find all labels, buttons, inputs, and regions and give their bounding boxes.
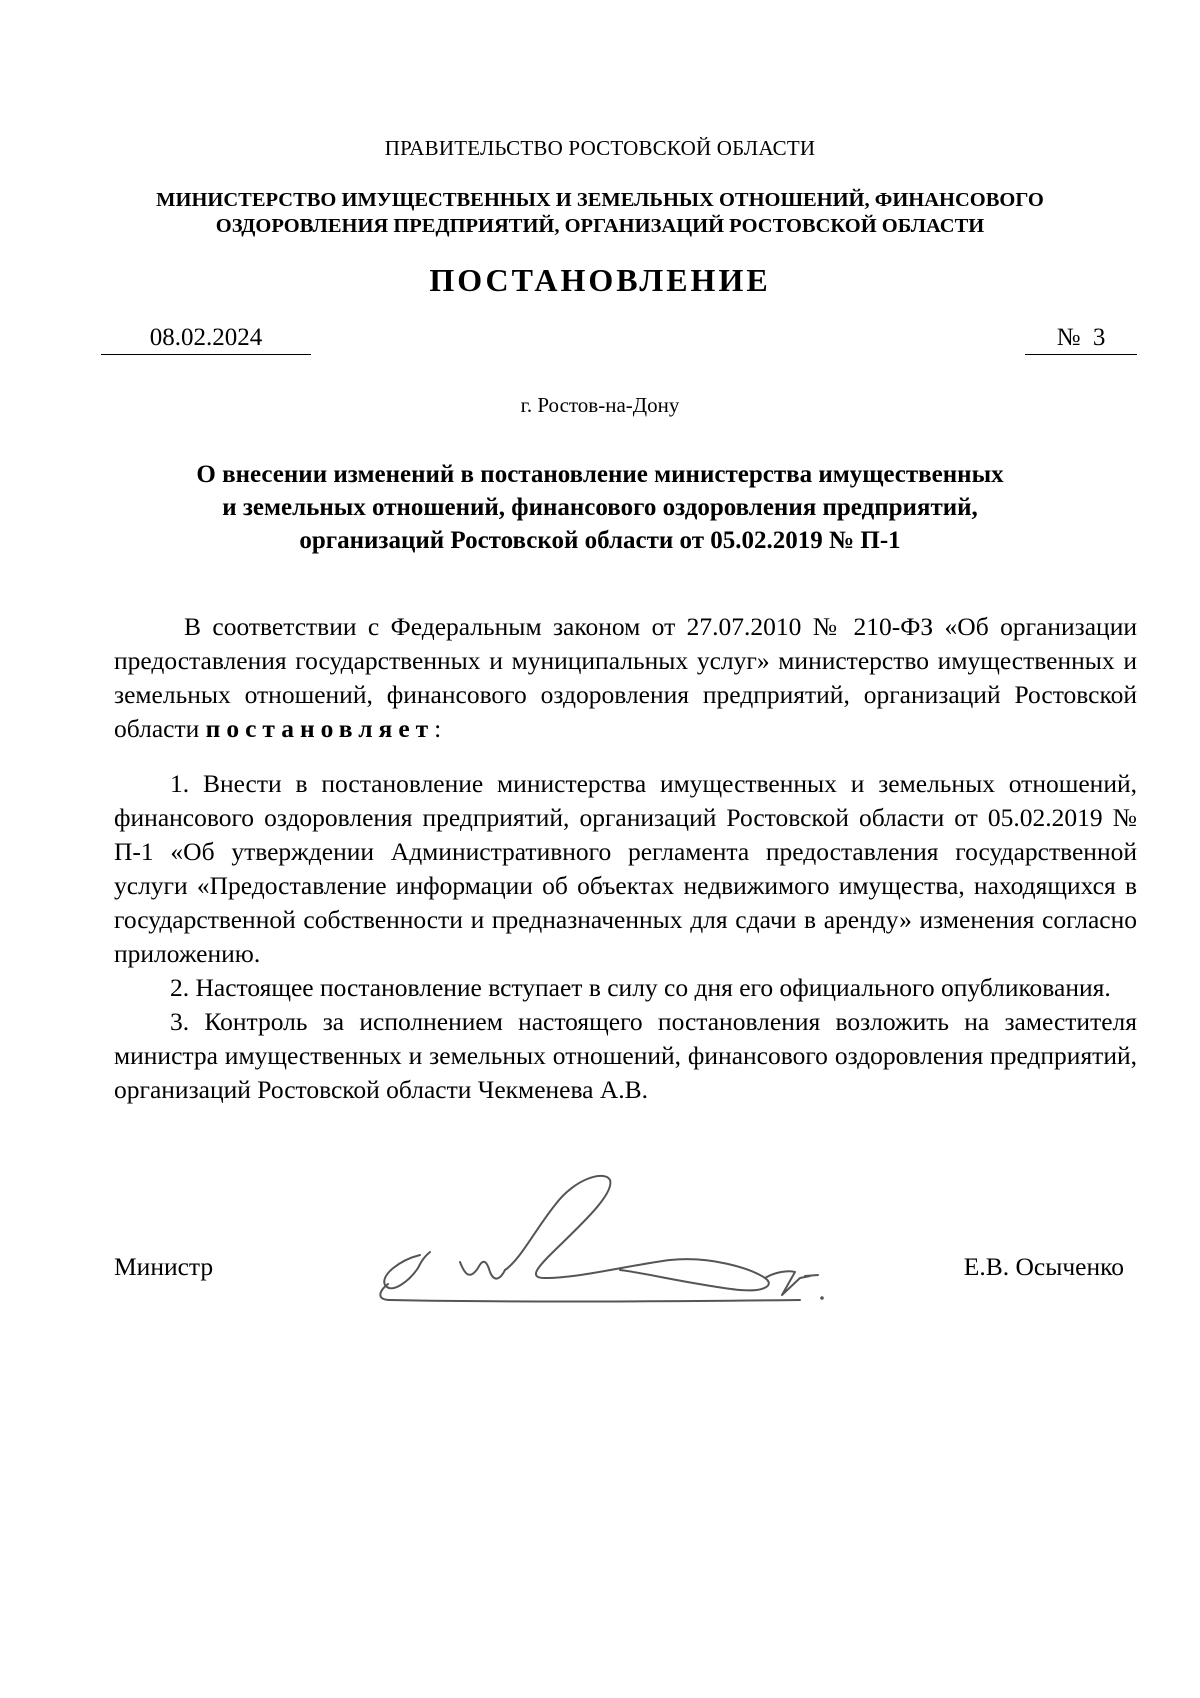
document-subject — [140, 458, 1060, 557]
government-heading: ПРАВИТЕЛЬСТВО РОСТОВСКОЙ ОБЛАСТИ — [384, 136, 816, 160]
subject-line: организаций Ростовской области от 05.02.2019 № П-1 — [299, 527, 901, 554]
document-city: г. Ростов-на-Дону — [520, 393, 680, 417]
decree-word: постановляет — [205, 714, 435, 743]
signer-name: Е.В. Осыченко — [963, 1252, 1124, 1281]
ministry-heading-line: МИНИСТЕРСТВО ИМУЩЕСТВЕННЫХ И ЗЕМЕЛЬНЫХ ОТНОШЕНИЙ, ФИНАНСОВОГО — [156, 189, 1044, 211]
subject-line: О внесении изменений в постановление министерства имущественных — [196, 461, 1004, 488]
document-date: 08.02.2024 — [101, 324, 311, 355]
resolution-items — [114, 767, 1137, 1107]
resolution-item: 1. Внести в постановление министерства имущественных и земельных отношений, финансового оздоровления предприятий, организаций Ростовской области от 05.02.2019 № П-1 «Об утверждении Административного регламента предоставления государственной услуги «Предоставление информации об объектах недвижимого имущества, находящихся в государственной собственности и предназначенных для сдачи в аренду» изменения согласно приложению. — [114, 769, 1137, 968]
signature-image — [370, 1160, 860, 1310]
resolution-item: 2. Настоящее постановление вступает в силу со дня его официального опубликования. — [170, 973, 1111, 1002]
signer-position: Министр — [114, 1252, 214, 1281]
document-number: № 3 — [1025, 324, 1137, 355]
preamble-paragraph — [114, 610, 1137, 746]
document-type-title: ПОСТАНОВЛЕНИЕ — [429, 262, 771, 298]
preamble-text: В соответствии с Федеральным законом от 27.07.2010 № 210-ФЗ «Об организации предоставления государственных и муниципальных услуг» министерство имущественных и земельных отношений, финансового оздоровления предприятий, организаций Ростовской области — [114, 612, 1137, 743]
ministry-heading-line: ОЗДОРОВЛЕНИЯ ПРЕДПРИЯТИЙ, ОРГАНИЗАЦИЙ РОСТОВСКОЙ ОБЛАСТИ — [215, 215, 985, 237]
ministry-heading — [120, 187, 1080, 239]
resolution-item: 3. Контроль за исполнением настоящего постановления возложить на заместителя министра имущественных и земельных отношений, финансового оздоровления предприятий, организаций Ростовской области Чекменева А.В. — [114, 1007, 1137, 1104]
preamble-colon: : — [434, 714, 442, 743]
subject-line: и земельных отношений, финансового оздоровления предприятий, — [222, 494, 978, 521]
